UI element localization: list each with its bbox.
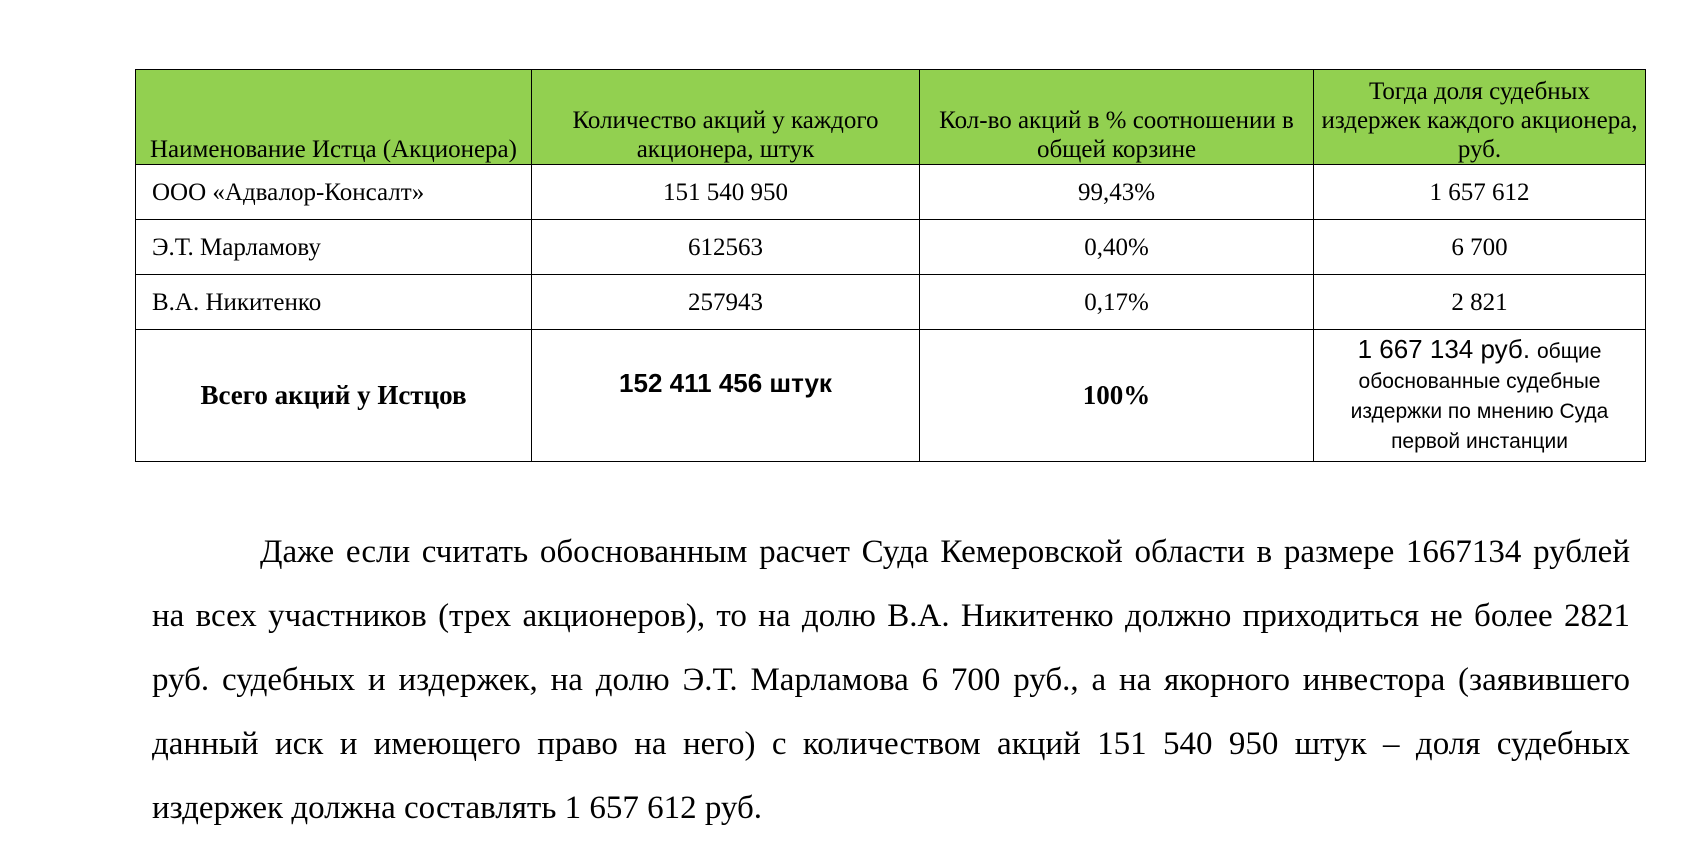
table-row [136, 275, 1646, 330]
table-body [136, 165, 1646, 462]
total-label: Всего акций у Истцов [200, 379, 467, 410]
share-percent: 99,43% [920, 165, 1314, 220]
header-share-count: Количество акций у каждого акционера, штук [532, 70, 920, 165]
table-row [136, 165, 1646, 220]
header-cost-share: Тогда доля судебных издержек каждого акционера, руб. [1314, 70, 1646, 165]
total-costs-amount: 1 667 134 руб. [1357, 334, 1531, 364]
cost-share: 6 700 [1314, 220, 1646, 275]
total-percent-cell [920, 330, 1314, 462]
header-share-percent: Кол-во акций в % соотношении в общей корзине [920, 70, 1314, 165]
body-paragraph: Даже если считать обоснованным расчет Суда Кемеровской области в размере 1667134 рублей на всех участников (трех акционеров), то на долю В.А. Никитенко должно приходиться не более 2821 руб. судебных и издержек, на долю Э.Т. Марламова 6 700 руб., а на якорного инвестора (заявившего данный иск и имеющего право на него) с количеством акций 151 540 950 штук – доля судебных издержек должна составлять 1 657 612 руб. [152, 534, 1630, 826]
total-row [136, 330, 1646, 462]
total-percent: 100% [1082, 379, 1151, 410]
total-costs-cell [1314, 330, 1646, 462]
table-row [136, 220, 1646, 275]
share-percent: 0,40% [920, 220, 1314, 275]
share-count: 612563 [532, 220, 920, 275]
share-percent: 0,17% [920, 275, 1314, 330]
total-label-cell [136, 330, 532, 462]
share-count: 257943 [532, 275, 920, 330]
total-shares: 152 411 456 штук [619, 368, 832, 398]
plaintiff-name: Э.Т. Марламову [136, 220, 532, 275]
share-count: 151 540 950 [532, 165, 920, 220]
header-plaintiff-name: Наименование Истца (Акционера) [136, 70, 532, 165]
total-costs-note: общие обоснованные судебные издержки по мнению Суда первой инстанции [1350, 340, 1609, 453]
table-header [136, 70, 1646, 165]
header-row [136, 70, 1646, 165]
plaintiff-name: В.А. Никитенко [136, 275, 532, 330]
plaintiff-name: ООО «Адвалор-Консалт» [136, 165, 532, 220]
cost-share: 1 657 612 [1314, 165, 1646, 220]
total-shares-cell [532, 330, 920, 462]
cost-share: 2 821 [1314, 275, 1646, 330]
shares-table [135, 69, 1646, 462]
